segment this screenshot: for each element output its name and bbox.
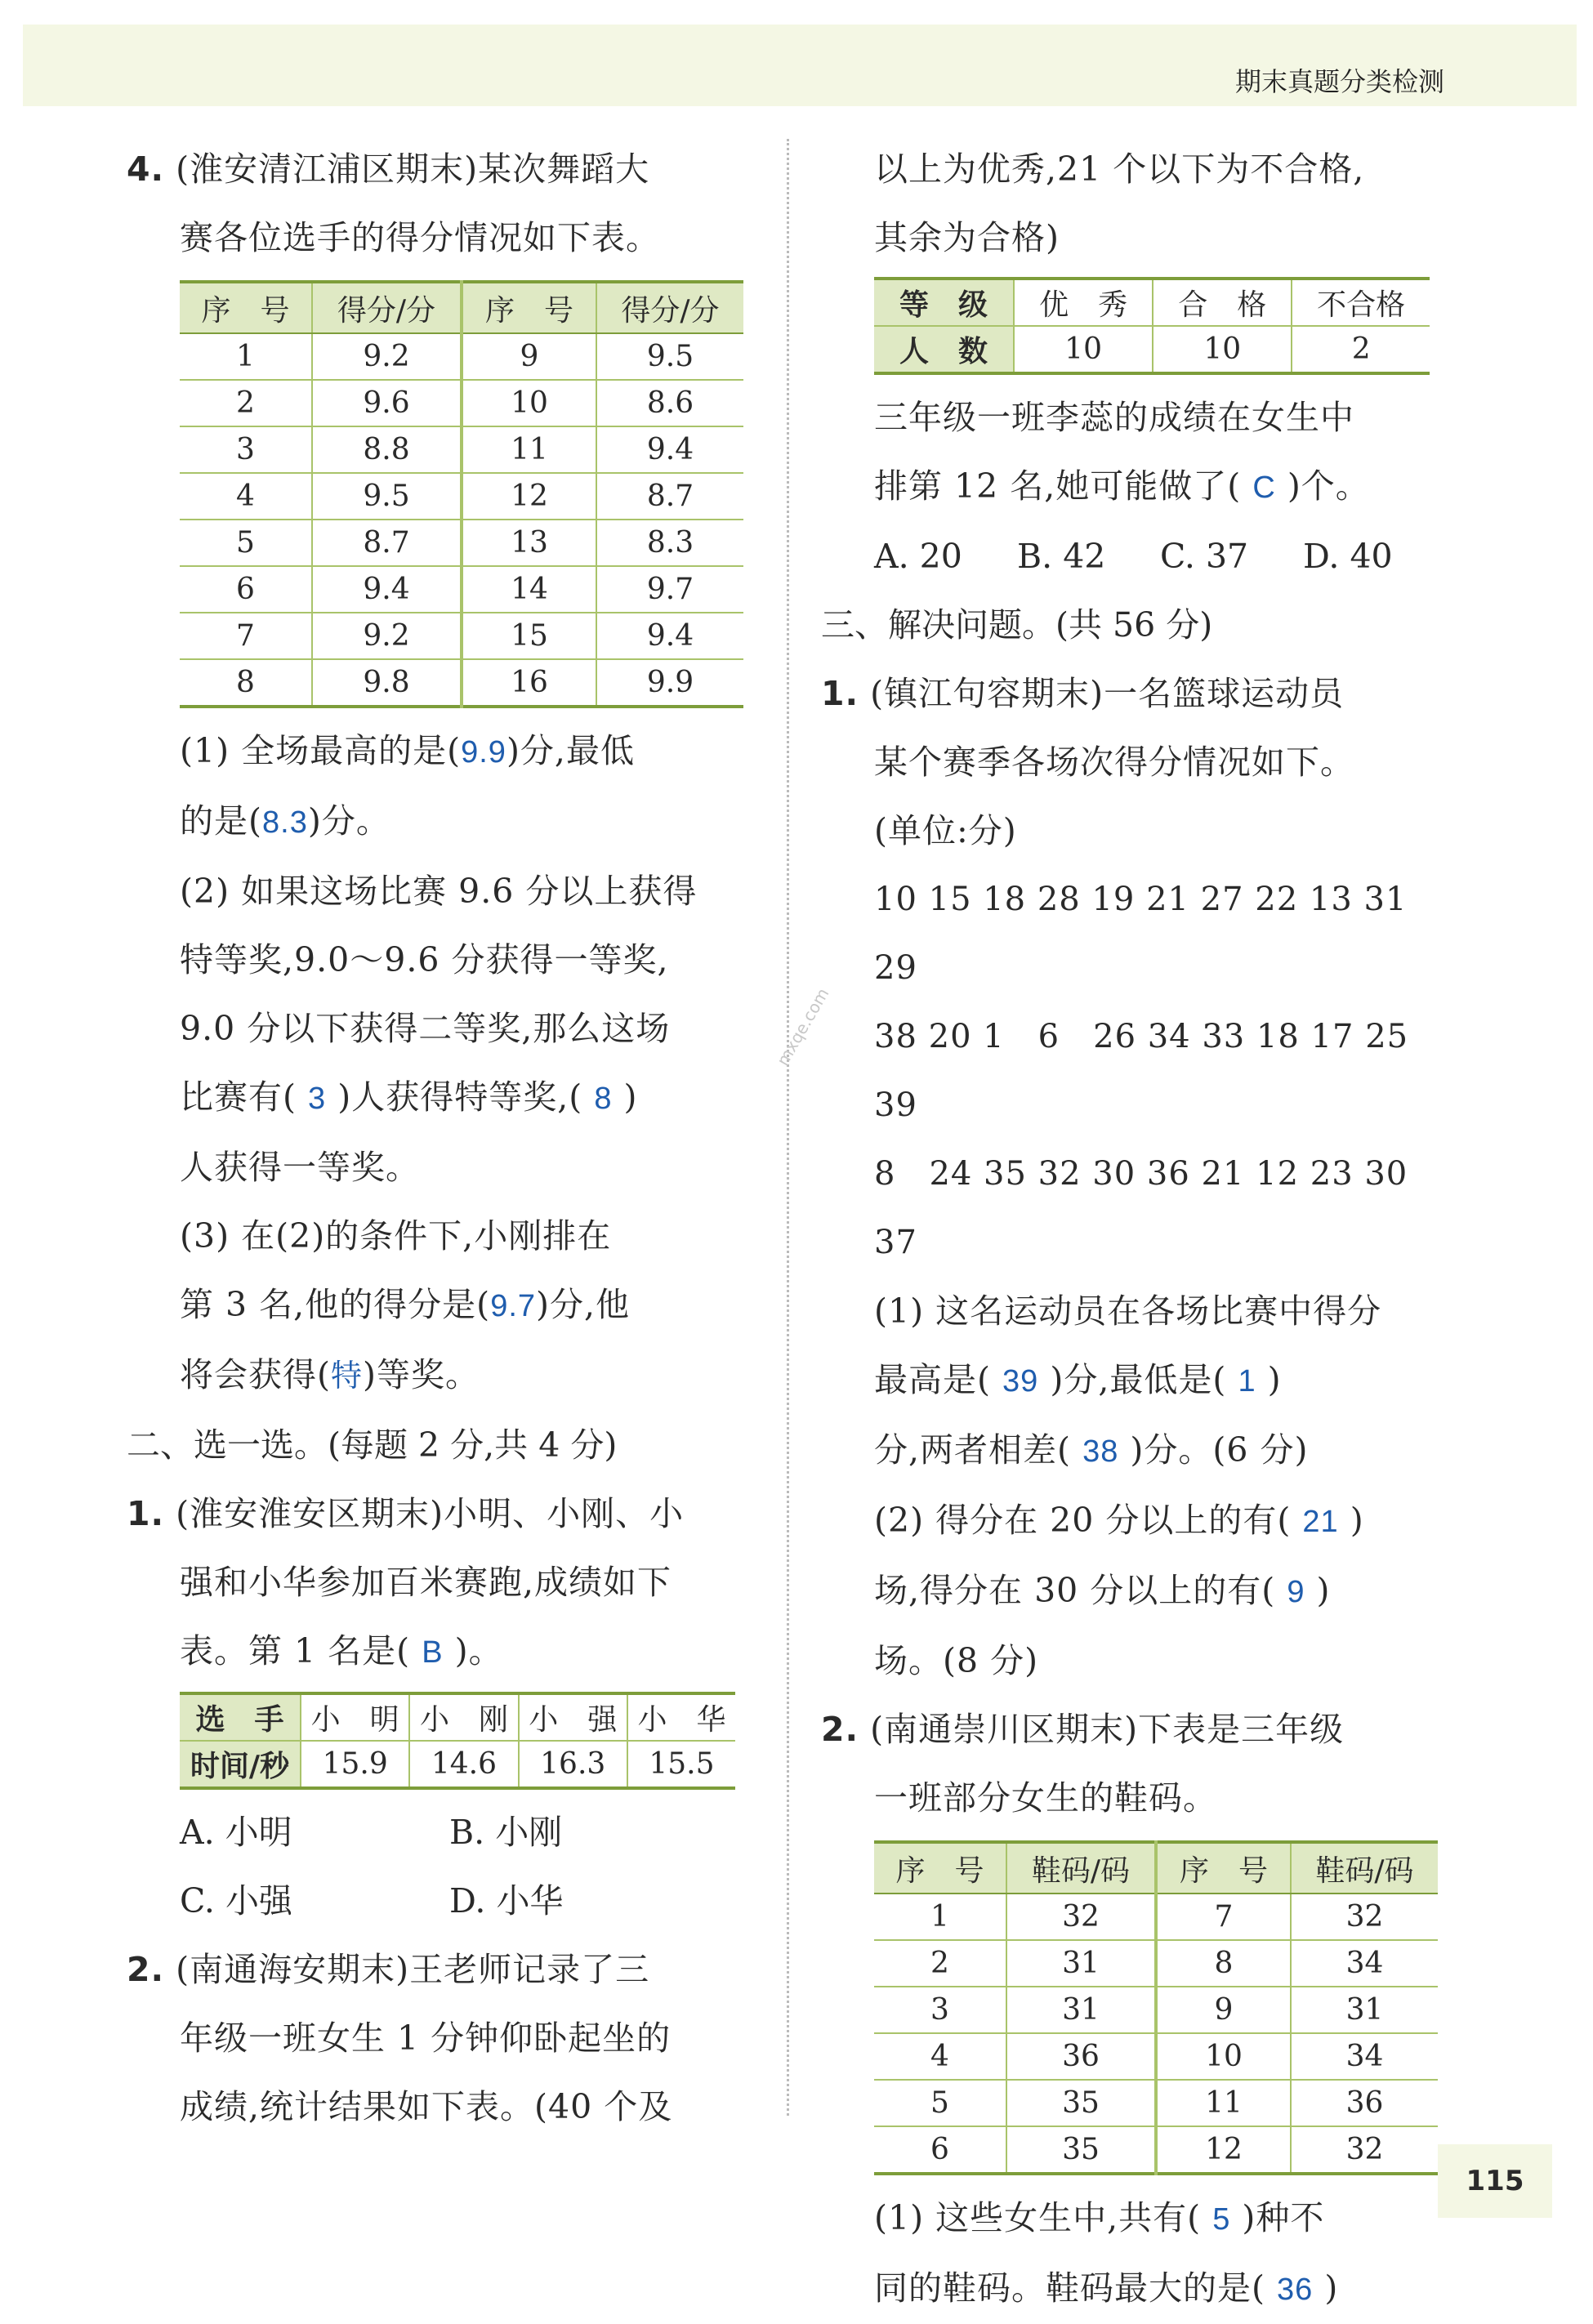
q4-score-table (180, 280, 743, 708)
answer: 9.7 (490, 1289, 537, 1323)
answer: 8.3 (262, 805, 308, 840)
s3-q1: 1. (镇江句容期末)一名篮球运动员 (821, 674, 1345, 713)
section3-title: 三、解决问题。(共 56 分) (821, 605, 1213, 645)
table-row: 2 9.6 10 8.6 (180, 380, 743, 426)
option-c[interactable]: C. 小强 (180, 1881, 292, 1920)
s3-q2: 2. (南通崇川区期末)下表是三年级 (821, 1710, 1345, 1749)
s2-q2: 2. (南通海安期末)王老师记录了三 (127, 1950, 650, 1989)
shoe-size-table (874, 1840, 1438, 2175)
answer: 36 (1277, 2273, 1314, 2307)
answer: B (422, 1635, 444, 1670)
table-header-row: 序 号 鞋码/码 序 号 鞋码/码 (874, 1842, 1438, 1894)
option-d[interactable]: D. 40 (1303, 537, 1393, 576)
answer: 9 (1287, 1575, 1305, 1609)
answer: 38 (1082, 1434, 1119, 1469)
page-number: 115 (1438, 2144, 1552, 2218)
table-row: 1 9.2 9 9.5 (180, 333, 743, 380)
situp-table: 等 级 优 秀 合 格 不合格 人 数 10 10 2 (874, 277, 1430, 375)
table-row: 5 8.7 13 8.3 (180, 520, 743, 566)
option-c[interactable]: C. 37 (1160, 537, 1249, 576)
answer: 39 (1002, 1364, 1039, 1398)
q4-intro: 4. (淮安清江浦区期末)某次舞蹈大 (127, 149, 650, 189)
option-d[interactable]: D. 小华 (449, 1881, 564, 1920)
table-row: 3 8.8 11 9.4 (180, 426, 743, 473)
option-b[interactable]: B. 小刚 (449, 1813, 563, 1852)
option-a[interactable]: A. 小明 (180, 1813, 292, 1852)
section2-title: 二、选一选。(每题 2 分,共 4 分) (127, 1425, 618, 1465)
answer: 特 (331, 1359, 364, 1394)
table-row: 8 9.8 16 9.9 (180, 659, 743, 707)
answer: 21 (1302, 1505, 1339, 1539)
option-a[interactable]: A. 20 (874, 537, 962, 576)
s2-q2-options (821, 522, 1458, 591)
s2-q1: 1. (淮安淮安区期末)小明、小刚、小 (127, 1494, 685, 1533)
right-column: 以上为优秀,21 个以下为不合格, 其余为合格) 等 级 优 秀 合 格 不合格 人 数 10 10 2 三年级一班李蕊的成绩在女生中 排第 12 名,她可能做了( C )个。 A. 20 B. 42 C. 37 D. 40 三、解决问题。(共 56 分) 1. (镇江句容期末)一名篮球运动员 某个赛季各场次得分情况如下。 (单位:分) 10 15 18 28 19 21 27 22 13 31 29 38 20 1 6 26 34 33 18 17 25 39 8 24 35 32 30 36 21 12 23 30 37 (1) 这名运动员在各场比赛中得分 最高是( 39 )分,最低是( 1 ) 分,两者相差( 38 )分。(6 分) (2) 得分在 20 分以上的有( 21 ) 场,得分在 30 分以上的有( 9 ) 场。(8 分) 2. (南通崇川区期末)下表是三年级 一班部分女生的鞋码。 序 号 鞋码/码 序 号 鞋码/码 1 32 7 32 2 31 8 34 3 31 9 31 4 36 10 34 5 35 11 36 6 35 12 32 (1) 这些女生中,共有( 5 )种不 同的鞋码。鞋码最大的是( 36 ) (821, 135, 1458, 2324)
q4-part1: (1) 全场最高的是(9.9)分,最低 (180, 731, 635, 770)
header-title: 期末真题分类检测 (1234, 66, 1444, 97)
answer: 9.9 (461, 735, 506, 769)
table-row: 5 35 11 36 (874, 2080, 1438, 2126)
left-column: 4. (淮安清江浦区期末)某次舞蹈大 赛各位选手的得分情况如下表。 序 号 得分/分 序 号 得分/分 1 9.2 9 9.5 2 9.6 10 8.6 3 8.8 11 9.4 4 9.5 12 8.7 5 8.7 13 8.3 6 9.4 14 9.7 7 9.2 15 9.4 8 9.8 16 9.9 (1) 全场最高的是(9.9)分,最低 的是(8.3)分。 (2) 如果这场比赛 9.6 分以上获得 特等奖,9.0～9.6 分获得一等奖, 9.0 分以下获得二等奖,那么这场 比赛有( 3 )人获得特等奖,( 8 ) 人获得一等奖。 (3) 在(2)的条件下,小刚排在 第 3 名,他的得分是(9.7)分,他 将会获得(特)等奖。 二、选一选。(每题 2 分,共 4 分) 1. (淮安淮安区期末)小明、小刚、小 强和小华参加百米赛跑,成绩如下 表。第 1 名是( B )。 选 手 小 明 小 刚 小 强 小 华 时间/秒 15.9 14.6 16.3 15.5 A. 小明 B. 小刚 C. 小强 D. 小华 2. (南通海安期末)王老师记录了三 年级一班女生 1 分钟仰卧起坐的 成绩,统计结果如下表。(40 个及 (127, 135, 747, 2141)
score-list: 10 15 18 28 19 21 27 22 13 31 29 (874, 881, 1408, 987)
table-row: 6 35 12 32 (874, 2126, 1438, 2174)
table-row: 1 32 7 32 (874, 1894, 1438, 1940)
table-row: 4 9.5 12 8.7 (180, 473, 743, 520)
answer: 1 (1238, 1364, 1256, 1398)
answer: 8 (594, 1082, 613, 1116)
table-row: 3 31 9 31 (874, 1987, 1438, 2033)
table-row: 4 36 10 34 (874, 2033, 1438, 2080)
q4-part3: (3) 在(2)的条件下,小刚排在 (180, 1216, 612, 1256)
table-header-row: 序 号 得分/分 序 号 得分/分 (180, 282, 743, 333)
q4-part2: (2) 如果这场比赛 9.6 分以上获得 (180, 872, 698, 911)
table-row: 2 31 8 34 (874, 1940, 1438, 1987)
watermark: mxqe.com (772, 984, 833, 1069)
option-b[interactable]: B. 42 (1017, 537, 1106, 576)
answer: C (1252, 471, 1276, 505)
answer: 5 (1212, 2202, 1231, 2237)
table-row: 7 9.2 15 9.4 (180, 613, 743, 659)
s2-q1-options (127, 1798, 747, 1867)
column-divider (787, 139, 789, 2116)
table-row: 6 9.4 14 9.7 (180, 566, 743, 613)
race-table: 选 手 小 明 小 刚 小 强 小 华 时间/秒 15.9 14.6 16.3 15.5 (180, 1692, 735, 1790)
answer: 3 (308, 1082, 327, 1116)
